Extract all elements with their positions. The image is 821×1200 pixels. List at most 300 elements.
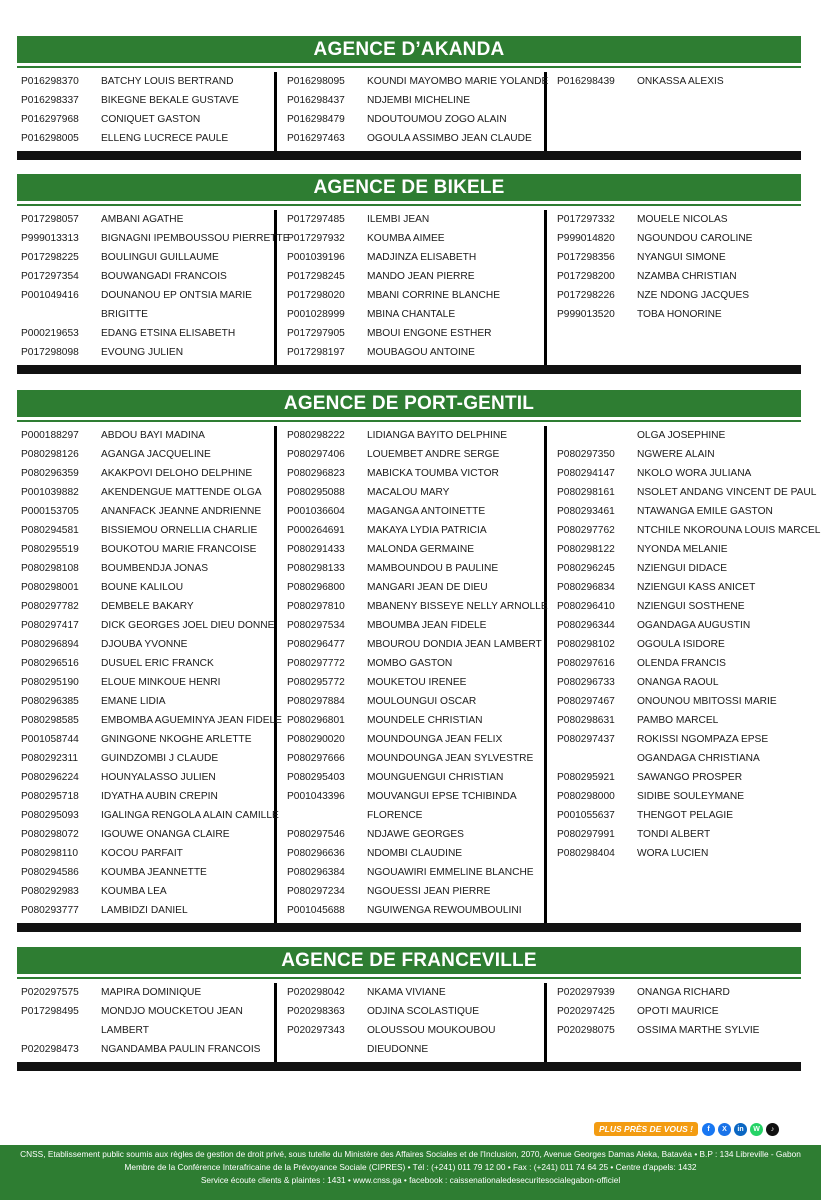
list-item — [557, 540, 801, 559]
list-item — [287, 578, 544, 597]
member-code: P017297354 — [21, 271, 79, 282]
section-bikele — [17, 174, 801, 365]
list-item — [287, 1002, 544, 1021]
member-name: ELLENG LUCRECE PAULE — [101, 133, 229, 144]
member-name: NZIENGUI SOSTHENE — [637, 601, 745, 612]
list-item — [21, 464, 274, 483]
member-name: MOUNDOUNGA JEAN SYLVESTRE — [367, 753, 534, 764]
member-name: NTAWANGA EMILE GASTON — [637, 506, 773, 517]
member-name: LAMBIDZI DANIEL — [101, 905, 188, 916]
member-name: GUINDZOMBI J CLAUDE — [101, 753, 219, 764]
member-code: P080294147 — [557, 468, 615, 479]
member-code: P080296344 — [557, 620, 615, 631]
member-code: P080298222 — [287, 430, 345, 441]
list-item — [21, 229, 290, 248]
member-code: P080297467 — [557, 696, 615, 707]
list-item — [21, 882, 274, 901]
list-item — [287, 129, 544, 148]
member-code: P080292311 — [21, 753, 79, 764]
member-code: P020298042 — [287, 987, 345, 998]
list-item — [287, 426, 544, 445]
list-item — [287, 654, 544, 673]
agency-column — [17, 983, 277, 1062]
member-name: NKAMA VIVIANE — [367, 987, 446, 998]
member-name: MAKAYA LYDIA PATRICIA — [367, 525, 487, 536]
member-code: P017298200 — [557, 271, 615, 282]
member-name: MOUKETOU IRENEE — [367, 677, 467, 688]
list-item — [21, 248, 274, 267]
member-code: P001058744 — [21, 734, 79, 745]
agency-column — [277, 426, 547, 923]
member-name: MOUELE NICOLAS — [637, 214, 728, 225]
list-item — [21, 1040, 274, 1059]
member-code: P016298437 — [287, 95, 345, 106]
list-item — [21, 324, 274, 343]
member-code: P080296894 — [21, 639, 79, 650]
list-item — [287, 882, 544, 901]
member-name: NZIENGUI DIDACE — [637, 563, 727, 574]
member-code: P020298075 — [557, 1025, 615, 1036]
member-name: MOUBAGOU ANTOINE — [367, 347, 475, 358]
member-code: P001055637 — [557, 810, 615, 821]
list-item — [557, 597, 801, 616]
agency-columns — [17, 210, 801, 365]
agency-column — [277, 72, 547, 151]
member-code: P080298161 — [557, 487, 615, 498]
member-name: IGOUWE ONANGA CLAIRE — [101, 829, 230, 840]
member-name: ONKASSA ALEXIS — [637, 76, 724, 87]
member-code: P080295093 — [21, 810, 79, 821]
list-item — [557, 464, 801, 483]
member-code: P080298072 — [21, 829, 79, 840]
member-name: MOMBO GASTON — [367, 658, 453, 669]
member-code: P017297485 — [287, 214, 345, 225]
list-item — [557, 711, 801, 730]
member-name: BOULINGUI GUILLAUME — [101, 252, 219, 263]
list-item — [557, 749, 801, 768]
member-code: P080298631 — [557, 715, 615, 726]
member-code: P017298020 — [287, 290, 345, 301]
list-item — [21, 1021, 274, 1040]
member-name: THENGOT PELAGIE — [637, 810, 734, 821]
list-item — [287, 616, 544, 635]
member-code: P080296733 — [557, 677, 615, 688]
list-item — [557, 483, 817, 502]
agency-title: AGENCE DE PORT-GENTIL — [17, 390, 801, 420]
member-code: P080297772 — [287, 658, 345, 669]
member-name: NYANGUI SIMONE — [637, 252, 726, 263]
list-item — [21, 597, 274, 616]
member-code: P080298001 — [21, 582, 79, 593]
agency-column — [547, 210, 801, 365]
list-item — [557, 983, 801, 1002]
member-code: P080290020 — [287, 734, 345, 745]
member-name: AKENDENGUE MATTENDE OLGA — [101, 487, 262, 498]
member-code: P017298226 — [557, 290, 615, 301]
member-code: P080297417 — [21, 620, 79, 631]
list-item — [557, 787, 801, 806]
member-code: P016297968 — [21, 114, 79, 125]
member-name: OGOULA ISIDORE — [637, 639, 725, 650]
list-item — [557, 229, 801, 248]
list-item — [287, 72, 549, 91]
member-code: P016298439 — [557, 76, 615, 87]
list-item — [557, 305, 801, 324]
member-code: P080296516 — [21, 658, 79, 669]
social-icons — [702, 1123, 779, 1136]
whatsapp-icon[interactable]: W — [750, 1123, 763, 1136]
member-code: P016297463 — [287, 133, 345, 144]
member-name: CONIQUET GASTON — [101, 114, 201, 125]
section-akanda — [17, 36, 801, 151]
member-code: P080298126 — [21, 449, 79, 460]
member-code: P080298110 — [21, 848, 79, 859]
list-item — [21, 711, 282, 730]
member-name-continued: LAMBERT — [101, 1025, 149, 1036]
member-name: KOUMBA LEA — [101, 886, 167, 897]
member-code: P080297406 — [287, 449, 345, 460]
member-code: P080296359 — [21, 468, 79, 479]
member-code: P016298095 — [287, 76, 345, 87]
member-name: MOULOUNGUI OSCAR — [367, 696, 477, 707]
member-name-continued: FLORENCE — [367, 810, 423, 821]
list-item — [557, 844, 801, 863]
member-name: EVOUNG JULIEN — [101, 347, 184, 358]
member-code: P017298197 — [287, 347, 345, 358]
member-name: OSSIMA MARTHE SYLVIE — [637, 1025, 760, 1036]
member-code: P080296384 — [287, 867, 345, 878]
facebook-icon[interactable]: f — [702, 1123, 715, 1136]
member-code: P001043396 — [287, 791, 345, 802]
list-item — [287, 844, 544, 863]
member-name: ONANGA RICHARD — [637, 987, 730, 998]
list-item — [21, 502, 274, 521]
list-item — [557, 768, 801, 787]
member-name: DEMBELE BAKARY — [101, 601, 194, 612]
member-name: NYONDA MELANIE — [637, 544, 728, 555]
agency-column — [277, 210, 547, 365]
list-item — [21, 730, 274, 749]
list-item — [21, 578, 274, 597]
list-item — [21, 825, 274, 844]
list-item — [557, 426, 801, 445]
member-code: P080296800 — [287, 582, 345, 593]
member-name: MAMBOUNDOU B PAULINE — [367, 563, 499, 574]
member-name: IDYATHA AUBIN CREPIN — [101, 791, 218, 802]
list-item — [21, 749, 274, 768]
list-item — [557, 1002, 801, 1021]
agency-columns — [17, 426, 821, 923]
list-item — [557, 673, 801, 692]
list-item — [287, 559, 544, 578]
member-name: GNINGONE NKOGHE ARLETTE — [101, 734, 252, 745]
agency-columns — [17, 72, 801, 151]
member-code: P080295772 — [287, 677, 345, 688]
list-item — [287, 464, 544, 483]
member-code: P080297350 — [557, 449, 615, 460]
member-name: NZIENGUI KASS ANICET — [637, 582, 756, 593]
tiktok-icon[interactable]: ♪ — [766, 1123, 779, 1136]
list-item — [21, 863, 274, 882]
member-name-continued: OLGA JOSEPHINE — [637, 430, 726, 441]
x-icon[interactable]: X — [718, 1123, 731, 1136]
member-code: P017297905 — [287, 328, 345, 339]
member-name: OPOTI MAURICE — [637, 1006, 719, 1017]
list-item — [557, 654, 801, 673]
member-name: NKOLO WORA JULIANA — [637, 468, 752, 479]
section-divider — [17, 923, 801, 932]
member-name: HOUNYALASSO JULIEN — [101, 772, 216, 783]
list-item — [287, 635, 544, 654]
member-code: P000219653 — [21, 328, 79, 339]
list-item — [21, 787, 274, 806]
member-code: P017297932 — [287, 233, 345, 244]
member-name: ROKISSI NGOMPAZA EPSE — [637, 734, 769, 745]
list-item — [287, 521, 544, 540]
list-item — [287, 901, 544, 920]
list-item — [287, 673, 544, 692]
agency-column — [17, 72, 277, 151]
member-name: ELOUE MINKOUE HENRI — [101, 677, 221, 688]
linkedin-icon[interactable]: in — [734, 1123, 747, 1136]
member-name: ILEMBI JEAN — [367, 214, 430, 225]
member-name: LOUEMBET ANDRE SERGE — [367, 449, 500, 460]
member-code: P999014820 — [557, 233, 615, 244]
member-name: NDJAWE GEORGES — [367, 829, 464, 840]
list-item — [557, 72, 801, 91]
member-name: NGOUAWIRI EMMELINE BLANCHE — [367, 867, 534, 878]
member-name: NSOLET ANDANG VINCENT DE PAUL — [637, 487, 817, 498]
list-item — [287, 483, 544, 502]
member-name: ODJINA SCOLASTIQUE — [367, 1006, 480, 1017]
member-name: BOUKOTOU MARIE FRANCOISE — [101, 544, 257, 555]
list-item — [287, 540, 544, 559]
list-item — [557, 730, 801, 749]
member-name: EMBOMBA AGUEMINYA JEAN FIDELE — [101, 715, 282, 726]
list-item — [287, 711, 544, 730]
list-item — [557, 286, 801, 305]
list-item — [21, 806, 279, 825]
list-item — [287, 1021, 544, 1040]
list-item — [287, 730, 544, 749]
member-code: P080297546 — [287, 829, 345, 840]
list-item — [287, 210, 544, 229]
list-item — [21, 210, 274, 229]
member-name: KOUMBA JEANNETTE — [101, 867, 207, 878]
member-code: P001028999 — [287, 309, 345, 320]
agency-column — [547, 72, 801, 151]
member-name-continued: OGANDAGA CHRISTIANA — [637, 753, 760, 764]
agency-column — [547, 983, 801, 1062]
list-item — [21, 983, 274, 1002]
member-code: P080297666 — [287, 753, 345, 764]
member-name: ABDOU BAYI MADINA — [101, 430, 205, 441]
member-name: DICK GEORGES JOEL DIEU DONNE — [101, 620, 275, 631]
member-name: MOUNDOUNGA JEAN FELIX — [367, 734, 503, 745]
list-item — [557, 806, 801, 825]
member-code: P080297534 — [287, 620, 345, 631]
member-code: P080293777 — [21, 905, 79, 916]
member-code: P020298473 — [21, 1044, 79, 1055]
member-name: WORA LUCIEN — [637, 848, 709, 859]
member-code: P080297884 — [287, 696, 345, 707]
member-name: NTCHILE NKOROUNA LOUIS MARCEL — [637, 525, 821, 536]
member-name: DUSUEL ERIC FRANCK — [101, 658, 214, 669]
member-name: NZAMBA CHRISTIAN — [637, 271, 737, 282]
member-name: NDJEMBI MICHELINE — [367, 95, 471, 106]
list-item — [287, 248, 544, 267]
member-name: OGANDAGA AUGUSTIN — [637, 620, 751, 631]
list-item — [557, 1021, 801, 1040]
member-name: ONOUNOU MBITOSSI MARIE — [637, 696, 777, 707]
member-code: P080297810 — [287, 601, 345, 612]
member-code: P080297437 — [557, 734, 615, 745]
member-code: P080297616 — [557, 658, 615, 669]
member-name: MANDO JEAN PIERRE — [367, 271, 475, 282]
member-code: P016298370 — [21, 76, 79, 87]
member-name: NGOUNDOU CAROLINE — [637, 233, 753, 244]
member-code: P080298000 — [557, 791, 615, 802]
member-name: MABICKA TOUMBA VICTOR — [367, 468, 499, 479]
member-code: P080295403 — [287, 772, 345, 783]
member-code: P080291433 — [287, 544, 345, 555]
agency-column — [17, 426, 282, 923]
member-name-continued: DIEUDONNE — [367, 1044, 429, 1055]
promo-tag: PLUS PRÈS DE VOUS ! — [594, 1122, 698, 1136]
member-name: DJOUBA YVONNE — [101, 639, 188, 650]
member-code: P017298057 — [21, 214, 79, 225]
list-item — [557, 502, 801, 521]
list-item — [287, 1040, 544, 1059]
member-code: P080295718 — [21, 791, 79, 802]
list-item — [287, 787, 544, 806]
footer — [0, 1145, 821, 1200]
member-name: KOUMBA AIMEE — [367, 233, 445, 244]
member-name: MBOUMBA JEAN FIDELE — [367, 620, 487, 631]
list-item — [287, 91, 544, 110]
member-code: P001036604 — [287, 506, 345, 517]
member-code: P080296224 — [21, 772, 79, 783]
list-item — [557, 559, 801, 578]
agency-column — [277, 983, 547, 1062]
member-name: AKAKPOVI DELOHO DELPHINE — [101, 468, 253, 479]
member-name: NDOMBI CLAUDINE — [367, 848, 463, 859]
list-item — [287, 324, 544, 343]
list-item — [21, 521, 274, 540]
list-item — [557, 635, 801, 654]
member-code: P017298245 — [287, 271, 345, 282]
member-name: MOUVANGUI EPSE TCHIBINDA — [367, 791, 517, 802]
member-code: P080298102 — [557, 639, 615, 650]
member-code: P001045688 — [287, 905, 345, 916]
list-item — [557, 692, 801, 711]
list-item — [287, 806, 544, 825]
member-code: P000188297 — [21, 430, 79, 441]
list-item — [21, 343, 274, 362]
member-name: TOBA HONORINE — [637, 309, 722, 320]
member-name: BATCHY LOUIS BERTRAND — [101, 76, 234, 87]
member-code: P020298363 — [287, 1006, 345, 1017]
list-item — [287, 502, 544, 521]
member-code: P016298005 — [21, 133, 79, 144]
list-item — [21, 654, 274, 673]
member-name: MADJINZA ELISABETH — [367, 252, 477, 263]
list-item — [557, 210, 801, 229]
member-code: P020297425 — [557, 1006, 615, 1017]
list-item — [287, 445, 544, 464]
list-item — [557, 445, 801, 464]
member-name: OGOULA ASSIMBO JEAN CLAUDE — [367, 133, 532, 144]
list-item — [287, 983, 544, 1002]
member-code: P080295190 — [21, 677, 79, 688]
member-name: DOUNANOU EP ONTSIA MARIE — [101, 290, 252, 301]
member-name: BIGNAGNI IPEMBOUSSOU PIERRETTE — [101, 233, 290, 244]
member-code: P017298495 — [21, 1006, 79, 1017]
list-item — [287, 229, 544, 248]
list-item — [21, 286, 274, 305]
member-name: MAPIRA DOMINIQUE — [101, 987, 202, 998]
list-item — [21, 559, 274, 578]
member-code: P080296410 — [557, 601, 615, 612]
member-name: AGANGA JACQUELINE — [101, 449, 211, 460]
member-name: NGWERE ALAIN — [637, 449, 715, 460]
member-name: MALONDA GERMAINE — [367, 544, 474, 555]
section-port-gentil — [17, 390, 821, 923]
list-item — [287, 286, 544, 305]
member-code: P080298585 — [21, 715, 79, 726]
member-name: MAGANGA ANTOINETTE — [367, 506, 486, 517]
member-code: P080295088 — [287, 487, 345, 498]
member-code: P080294586 — [21, 867, 79, 878]
member-code: P001039882 — [21, 487, 79, 498]
member-code: P080296245 — [557, 563, 615, 574]
member-name: PAMBO MARCEL — [637, 715, 719, 726]
list-item — [21, 91, 274, 110]
list-item — [21, 445, 274, 464]
member-name: MBANI CORRINE BLANCHE — [367, 290, 501, 301]
list-item — [557, 578, 801, 597]
member-code: P020297939 — [557, 987, 615, 998]
member-code: P020297575 — [21, 987, 79, 998]
list-item — [21, 110, 274, 129]
member-code: P000264691 — [287, 525, 345, 536]
member-code: P080296834 — [557, 582, 615, 593]
list-item — [287, 825, 544, 844]
member-name: TONDI ALBERT — [637, 829, 711, 840]
member-name: MOUNDELE CHRISTIAN — [367, 715, 483, 726]
member-name-continued: BRIGITTE — [101, 309, 148, 320]
member-name: NDOUTOUMOU ZOGO ALAIN — [367, 114, 507, 125]
member-name: BOUWANGADI FRANCOIS — [101, 271, 227, 282]
member-name: LIDIANGA BAYITO DELPHINE — [367, 430, 508, 441]
list-item — [21, 692, 274, 711]
member-code: P999013313 — [21, 233, 79, 244]
agency-title: AGENCE D’AKANDA — [17, 36, 801, 66]
member-name: KOCOU PARFAIT — [101, 848, 183, 859]
member-name: SIDIBE SOULEYMANE — [637, 791, 744, 802]
list-item — [21, 267, 274, 286]
member-name: MANGARI JEAN DE DIEU — [367, 582, 488, 593]
member-code: P080296385 — [21, 696, 79, 707]
member-code: P016298337 — [21, 95, 79, 106]
agency-column — [547, 426, 821, 923]
member-code: P080296801 — [287, 715, 345, 726]
list-item — [21, 129, 274, 148]
list-item — [21, 768, 274, 787]
member-name: NGUIWENGA REWOUMBOULINI — [367, 905, 522, 916]
section-divider — [17, 365, 801, 374]
member-code: P080297991 — [557, 829, 615, 840]
